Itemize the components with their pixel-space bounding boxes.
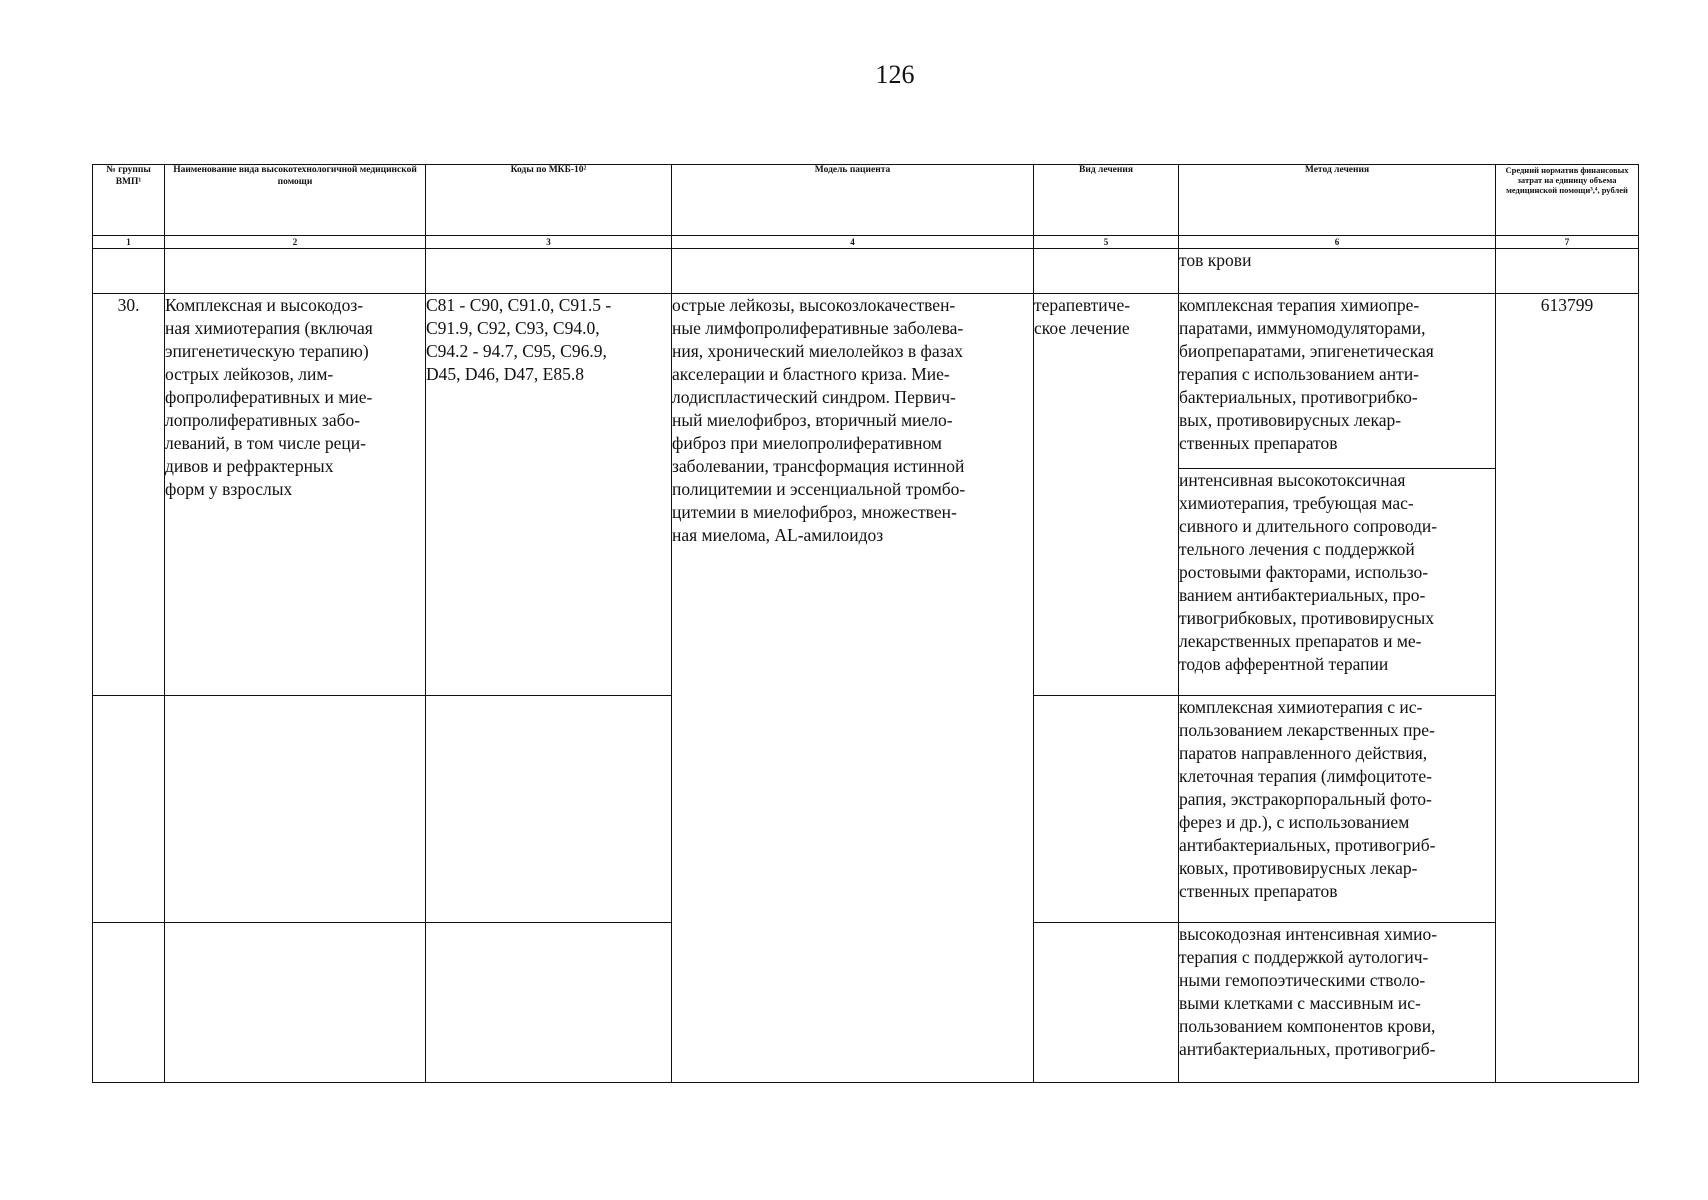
text-line: фопролиферативных и мие- <box>165 387 373 407</box>
column-number-row <box>93 236 1639 249</box>
empty-cell <box>672 249 1034 294</box>
text-line: заболевании, трансформация истинной <box>672 456 965 476</box>
column-number: 1 <box>93 236 165 249</box>
empty-cell <box>93 923 165 1083</box>
text-line: биопрепаратами, эпигенетическая <box>1179 341 1434 361</box>
text-line: паратов направленного действия, <box>1179 743 1428 763</box>
continuation-row <box>93 249 1639 294</box>
text-line: ная миелома, AL-амилоидоз <box>672 525 884 545</box>
table-row <box>93 294 1639 469</box>
text-line: Комплексная и высокодоз- <box>165 295 364 315</box>
empty-cell <box>1034 696 1179 923</box>
group-number: 30. <box>93 294 165 696</box>
empty-cell <box>93 696 165 923</box>
text-line: тельного лечения с поддержкой <box>1179 539 1415 559</box>
text-line: ный миелофиброз, вторичный миело- <box>672 410 953 430</box>
vmp-table <box>92 164 1639 1083</box>
text-line: ское лечение <box>1034 318 1130 338</box>
text-line: антибактериальных, противогриб- <box>1179 1039 1436 1059</box>
text-line: лекарственных препаратов и ме- <box>1179 631 1422 651</box>
empty-cell <box>1034 249 1179 294</box>
text-line: C94.2 - 94.7, C95, C96.9, <box>426 341 607 361</box>
treatment-method-1 <box>1179 294 1496 469</box>
text-line: тодов афферентной терапии <box>1179 654 1389 674</box>
empty-cell <box>165 696 426 923</box>
column-number: 2 <box>165 236 426 249</box>
text-line: полицитемии и эссенциальной тромбо- <box>672 479 966 499</box>
text-line: паратами, иммуномодуляторами, <box>1179 318 1426 338</box>
text-line: острые лейкозы, высокозлокачествен- <box>672 295 956 315</box>
header-treatment-type: Вид лечения <box>1034 165 1179 236</box>
text-line: комплексная терапия химиопре- <box>1179 295 1420 315</box>
text-line: эпигенетическую терапию) <box>165 341 369 361</box>
empty-cell <box>426 249 672 294</box>
column-number: 6 <box>1179 236 1496 249</box>
text-line: ными гемопоэтическими стволо- <box>1179 970 1426 990</box>
text-line: острых лейкозов, лим- <box>165 364 334 384</box>
empty-cell <box>426 696 672 923</box>
header-average-cost: Средний норматив финансовых затрат на единицу объема медицинской помощи³,⁴, рублей <box>1496 165 1639 236</box>
text-line: пользованием лекарственных пре- <box>1179 720 1435 740</box>
care-type-name <box>165 294 426 696</box>
text-line: ственных препаратов <box>1179 433 1338 453</box>
treatment-method-2 <box>1179 469 1496 696</box>
text-line: форм у взрослых <box>165 479 293 499</box>
text-line: ные лимфопролиферативные заболева- <box>672 318 964 338</box>
text-line: лопролиферативных забо- <box>165 410 361 430</box>
text-line: клеточная терапия (лимфоцитоте- <box>1179 766 1432 786</box>
text-line: бактериальных, противогрибко- <box>1179 387 1418 407</box>
header-patient-model: Модель пациента <box>672 165 1034 236</box>
treatment-method-4 <box>1179 923 1496 1083</box>
text-line: D45, D46, D47, E85.8 <box>426 364 584 384</box>
text-line: интенсивная высокотоксичная <box>1179 470 1406 490</box>
text-line: C81 - C90, C91.0, C91.5 - <box>426 295 612 315</box>
treatment-type <box>1034 294 1179 696</box>
header-row <box>93 165 1639 236</box>
text-line: сивного и длительного сопроводи- <box>1179 516 1438 536</box>
text-line: C91.9, C92, C93, C94.0, <box>426 318 600 338</box>
header-icd-codes: Коды по МКБ-10² <box>426 165 672 236</box>
text-line: фиброз при миелопролиферативном <box>672 433 942 453</box>
text-line: ростовыми факторами, использо- <box>1179 562 1429 582</box>
column-number: 4 <box>672 236 1034 249</box>
empty-cell <box>165 249 426 294</box>
column-number: 3 <box>426 236 672 249</box>
text-line: антибактериальных, противогриб- <box>1179 835 1436 855</box>
text-line: ная химиотерапия (включая <box>165 318 373 338</box>
patient-model <box>672 294 1034 1083</box>
text-line: высокодозная интенсивная химио- <box>1179 924 1438 944</box>
text-line: вых, противовирусных лекар- <box>1179 410 1402 430</box>
text-line: химиотерапия, требующая мас- <box>1179 493 1414 513</box>
empty-cell <box>1034 923 1179 1083</box>
text-line: цитемии в миелофиброз, множествен- <box>672 502 957 522</box>
text-line: дивов и рефрактерных <box>165 456 334 476</box>
text-line: акселерации и бластного криза. Мие- <box>672 364 950 384</box>
column-number: 7 <box>1496 236 1639 249</box>
empty-cell <box>93 249 165 294</box>
treatment-method-3 <box>1179 696 1496 923</box>
text-line: терапия с использованием анти- <box>1179 364 1420 384</box>
average-cost: 613799 <box>1496 294 1639 1083</box>
text-line: рапия, экстракорпоральный фото- <box>1179 789 1432 809</box>
text-line: тивогрибковых, противовирусных <box>1179 608 1435 628</box>
icd-codes <box>426 294 672 696</box>
continuation-method-text: тов крови <box>1179 249 1496 294</box>
text-line: лодиспластический синдром. Первич- <box>672 387 956 407</box>
text-line: терапия с поддержкой аутологич- <box>1179 947 1429 967</box>
text-line: выми клетками с массивным ис- <box>1179 993 1421 1013</box>
text-line: комплексная химиотерапия с ис- <box>1179 697 1423 717</box>
text-line: леваний, в том числе реци- <box>165 433 366 453</box>
text-line: пользованием компонентов крови, <box>1179 1016 1436 1036</box>
empty-cell <box>426 923 672 1083</box>
page-number: 126 <box>875 60 915 89</box>
header-group-number: № группы ВМП¹ <box>93 165 165 236</box>
text-line: ванием антибактериальных, про- <box>1179 585 1426 605</box>
empty-cell <box>165 923 426 1083</box>
header-treatment-method: Метод лечения <box>1179 165 1496 236</box>
text-line: ственных препаратов <box>1179 881 1338 901</box>
text-line: ния, хронический миелолейкоз в фазах <box>672 341 964 361</box>
text-line: терапевтиче- <box>1034 295 1131 315</box>
text-line: ковых, противовирусных лекар- <box>1179 858 1418 878</box>
text-line: ферез и др.), с использованием <box>1179 812 1410 832</box>
empty-cell <box>1496 249 1639 294</box>
column-number: 5 <box>1034 236 1179 249</box>
header-care-type-name: Наименование вида высокотехнологичной медицинской помощи <box>165 165 426 236</box>
